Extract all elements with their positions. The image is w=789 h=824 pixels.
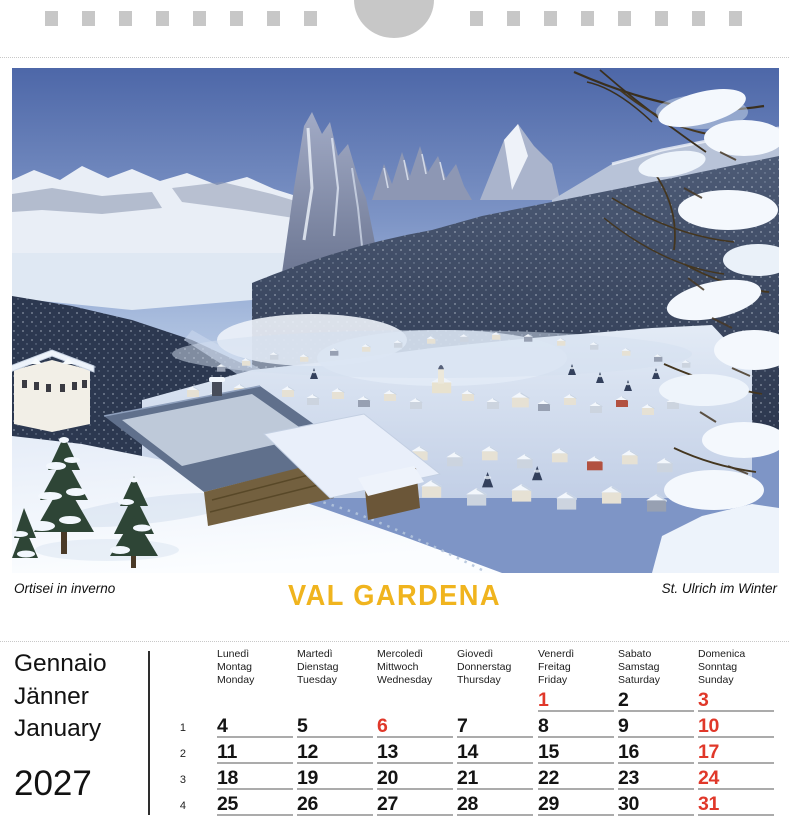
day-name-it: Lunedì (217, 648, 250, 660)
week-number: 3 (179, 774, 186, 786)
date-cell: 23 (618, 767, 694, 790)
binding-hole (82, 11, 95, 26)
binding-hole (267, 11, 280, 26)
date-cell: 15 (538, 741, 614, 764)
date-cell: 8 (538, 715, 614, 738)
binding-hole (729, 11, 742, 26)
perforation-line (0, 57, 789, 58)
photo-val-gardena (12, 68, 779, 573)
month-name-italian: Gennaio (14, 650, 107, 677)
day-name-de: Mittwoch (377, 661, 419, 673)
binding-hole (193, 11, 206, 26)
day-name-de: Freitag (538, 661, 571, 673)
day-name-en: Thursday (457, 674, 501, 686)
binding-hole (655, 11, 668, 26)
day-name-it: Sabato (618, 648, 652, 660)
date-cell: 31 (698, 793, 774, 816)
day-header-monday (217, 648, 295, 687)
day-header-wednesday (377, 648, 455, 687)
calendar-divider-line (0, 641, 789, 642)
date-cell: 14 (457, 741, 533, 764)
week-number: 2 (179, 748, 186, 760)
day-header-sunday (698, 648, 776, 687)
day-header-tuesday (297, 648, 375, 687)
photo-illustration (12, 68, 779, 573)
day-name-en: Monday (217, 674, 255, 686)
month-name-german: Jänner (14, 683, 89, 710)
date-cell: 22 (538, 767, 614, 790)
day-name-de: Montag (217, 661, 253, 673)
date-cell: 28 (457, 793, 533, 816)
day-name-de: Dienstag (297, 661, 339, 673)
year-label: 2027 (14, 764, 92, 803)
binding-hole (581, 11, 594, 26)
date-cell: 3 (698, 689, 774, 712)
date-cell: 5 (297, 715, 373, 738)
caption-german: St. Ulrich im Winter (661, 581, 777, 596)
date-cell: 9 (618, 715, 694, 738)
binding-hole (692, 11, 705, 26)
date-cell: 6 (377, 715, 453, 738)
date-cell (377, 689, 453, 710)
binding-hole (470, 11, 483, 26)
date-cell: 27 (377, 793, 453, 816)
day-name-en: Friday (538, 674, 568, 686)
date-cell (297, 689, 373, 710)
binding-hole (230, 11, 243, 26)
day-name-it: Martedì (297, 648, 333, 660)
date-cell: 12 (297, 741, 373, 764)
binding-hole (156, 11, 169, 26)
date-cell: 30 (618, 793, 694, 816)
caption-italian: Ortisei in inverno (14, 581, 116, 596)
day-name-it: Giovedì (457, 648, 494, 660)
date-cell: 4 (217, 715, 293, 738)
day-name-it: Domenica (698, 648, 746, 660)
binding-hole (119, 11, 132, 26)
hanger-hole (354, 0, 434, 38)
day-name-en: Tuesday (297, 674, 337, 686)
date-cell: 17 (698, 741, 774, 764)
date-cell (457, 689, 533, 710)
photo-title: VAL GARDENA (288, 580, 501, 612)
date-cell: 26 (297, 793, 373, 816)
date-cell: 7 (457, 715, 533, 738)
date-cell: 11 (217, 741, 293, 764)
binding-hole (618, 11, 631, 26)
day-name-en: Wednesday (377, 674, 433, 686)
date-cell: 20 (377, 767, 453, 790)
day-header-friday (538, 648, 616, 687)
date-cell: 24 (698, 767, 774, 790)
day-name-de: Samstag (618, 661, 660, 673)
binding-hole (507, 11, 520, 26)
date-cell: 10 (698, 715, 774, 738)
binding-hole (45, 11, 58, 26)
day-name-en: Sunday (698, 674, 734, 686)
day-name-de: Donnerstag (457, 661, 512, 673)
week-number: 4 (179, 800, 186, 812)
date-cell: 21 (457, 767, 533, 790)
day-name-it: Mercoledì (377, 648, 424, 660)
day-header-thursday (457, 648, 535, 687)
date-cell: 18 (217, 767, 293, 790)
date-cell: 16 (618, 741, 694, 764)
vertical-divider (148, 651, 150, 815)
week-number: 1 (179, 722, 186, 734)
date-cell: 29 (538, 793, 614, 816)
day-name-de: Sonntag (698, 661, 738, 673)
day-name-it: Venerdì (538, 648, 575, 660)
day-name-en: Saturday (618, 674, 661, 686)
binding-hole (544, 11, 557, 26)
date-cell: 1 (538, 689, 614, 712)
date-cell (217, 689, 293, 710)
date-cell: 2 (618, 689, 694, 712)
date-cell: 19 (297, 767, 373, 790)
binding-hole (304, 11, 317, 26)
date-cell: 13 (377, 741, 453, 764)
day-header-saturday (618, 648, 696, 687)
date-cell: 25 (217, 793, 293, 816)
month-name-english: January (14, 715, 102, 742)
